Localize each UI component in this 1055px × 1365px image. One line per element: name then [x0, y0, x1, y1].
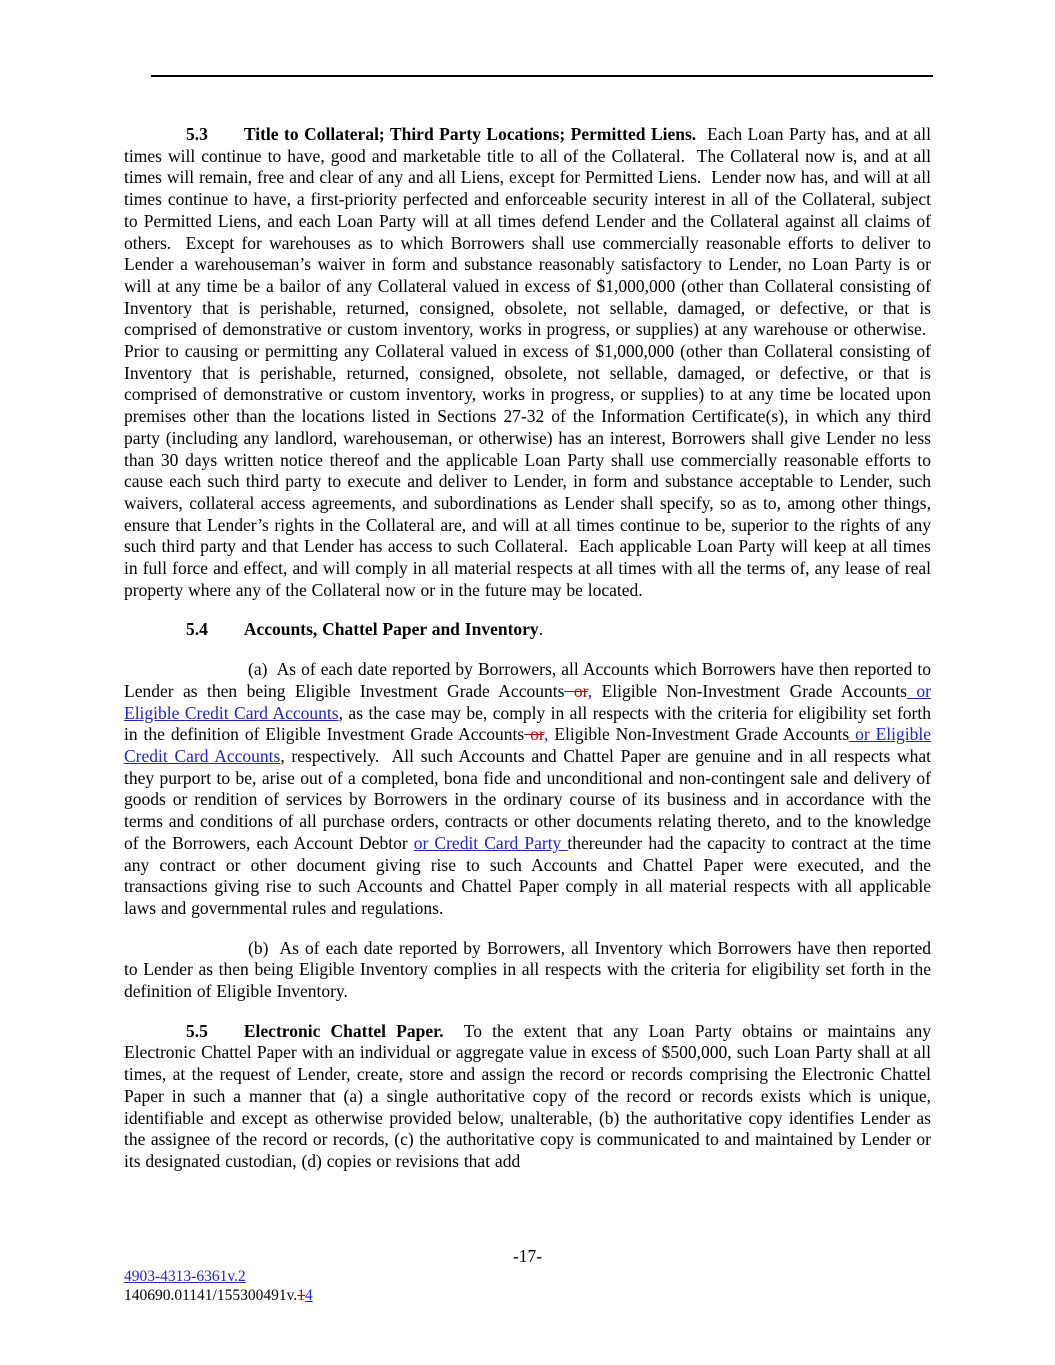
section-5-3-paragraph	[124, 124, 931, 601]
deleted-text: or	[524, 724, 545, 745]
page-number: -17-	[512, 1246, 543, 1266]
text-run: (a) As of each date reported by Borrowers, all Accounts which Borrowers have then reported to Lender as then being Eligible Investment Grade Accounts	[124, 659, 931, 701]
section-5-5-paragraph	[124, 1021, 931, 1173]
text-run: Each Loan Party has, and at all times will continue to have, good and marketable title to all of the Collateral. The Collateral now is, and at all times will remain, free and clear of any and all Liens, except for Permitted Liens. Lender now has, and will at all times continue to have, a first-priority perfected and enforceable security interest in all of the Collateral, subject to Permitted Liens, and each Loan Party will at all times defend Lender and the Collateral against all claims of others. Except for warehouses as to which Borrowers shall use commercially reasonable efforts to deliver to Lender a warehouseman’s waiver in form and substance reasonably satisfactory to Lender, no Loan Party is or will at any time be a bailor of any Collateral valued in excess of $1,000,000 (other than Collateral consisting of Inventory that is perishable, returned, consigned, obsolete, not sellable, damaged, or defective, or that is comprised of demonstrative or custom inventory, works in progress, or supplies) at any warehouse or otherwise. Prior to causing or permitting any Collateral valued in excess of $1,000,000 (other than Collateral consisting of Inventory that is perishable, returned, consigned, obsolete, not sellable, damaged, or defective, or that is comprised of demonstrative or custom inventory, works in progress, or supplies) to at any time be located upon premises other than the locations listed in Sections 27-32 of the Information Certificate(s), in which any third party (including any landlord, warehouseman, or otherwise) has an interest, Borrowers shall give Lender no less than 30 days written notice thereof and the applicable Loan Party shall use commercially reasonable efforts to cause each such third party to execute and deliver to Lender, in form and substance acceptable to Lender, such waivers, collateral access agreements, and subordinations as Lender shall specify, so as to, among other things, ensure that Lender’s rights in the Collateral are, and will at all times continue to be, superior to the rights of any such third party and that Lender has access to such Collateral. Each applicable Loan Party will keep at all times in full force and effect, and will comply in all material respects at all times with all the terms of, any lease of real property where any of the Collateral now or in the future may be located.	[124, 124, 931, 600]
paragraph-5-4-a	[124, 659, 931, 919]
text-run: .	[538, 619, 544, 640]
text-run: Eligible Non-Investment Grade Accounts	[548, 724, 850, 745]
text-run: , as the case may be, comply in all respects with the criteria for eligibility set forth in the definition of Eligible Investment Grade Accounts	[124, 702, 931, 745]
bold-text: 5.4	[186, 619, 208, 640]
text-run: , respectively. All such Accounts and Chattel Paper are genuine and in all respects what they purport to be, arise out of a completed, bona fide and unconditional and non-contingent sale and delivery of goods or rendition of services by Borrowers in the ordinary course of its business and in accordance with the terms and conditions of all purchase orders, contracts or other documents relating thereto, and to the knowledge of the Borrowers, each Account Debtor	[124, 745, 931, 853]
document-body	[124, 124, 931, 1173]
bold-text: 5.5	[186, 1020, 208, 1041]
bold-text: Accounts, Chattel Paper and Inventory	[243, 619, 539, 640]
paragraph-5-4-b	[124, 938, 931, 1003]
inserted-text: ,	[544, 724, 549, 745]
footer-ids	[124, 1268, 313, 1305]
inserted-text: or Eligible Credit Card Accounts	[124, 724, 931, 766]
text-run: To the extent that any Loan Party obtains or maintains any Electronic Chattel Paper with an individual or aggregate value in excess of $500,000, such Loan Party shall at all times, at the request of Lender, create, store and assign the record or records comprising the Electronic Chattel Paper in such a manner that (a) a single authoritative copy of the record or records exists which is unique, identifiable and except as otherwise provided below, unalterable, (b) the authoritative copy identifies Lender as the assignee of the record or records, (c) the authoritative copy is communicated to and maintained by Lender or its designated custodian, (d) copies or revisions that add	[124, 1020, 932, 1171]
text-run: thereunder had the capacity to contract at the time any contract or other document giving rise to such Accounts and Chattel Paper were executed, and the transactions giving rise to such Accounts and Chattel Paper comply in all material respects with all applicable laws and governmental rules and regulations.	[124, 832, 932, 918]
bold-text: 5.3	[186, 124, 208, 144]
header-rule	[151, 75, 933, 77]
bold-text: Electronic Chattel Paper.	[243, 1020, 444, 1041]
footer-id-line-2	[124, 1287, 313, 1306]
text-run: 140690.01141/155300491v.	[124, 1286, 298, 1304]
text-run: (b) As of each date reported by Borrowers, all Inventory which Borrowers have then reported to Lender as then being Eligible Inventory complies in all respects with the criteria for eligibility set forth in the definition of Eligible Inventory.	[124, 937, 931, 1002]
inserted-text: or Eligible Credit Card Accounts	[124, 680, 931, 723]
bold-text: Title to Collateral; Third Party Locations; Permitted Liens.	[243, 124, 697, 144]
deleted-text: or	[564, 680, 588, 701]
inserted-text: or Credit Card Party	[413, 832, 568, 853]
footer-id-line-1	[124, 1268, 313, 1287]
inserted-text: 4	[304, 1286, 313, 1304]
text-run: Eligible Non-Investment Grade Accounts	[592, 680, 907, 701]
inserted-text: 4903-4313-6361v.2	[124, 1268, 246, 1285]
section-5-4-heading	[124, 619, 931, 641]
deleted-text: 1	[297, 1286, 305, 1304]
inserted-text: ,	[587, 680, 593, 701]
